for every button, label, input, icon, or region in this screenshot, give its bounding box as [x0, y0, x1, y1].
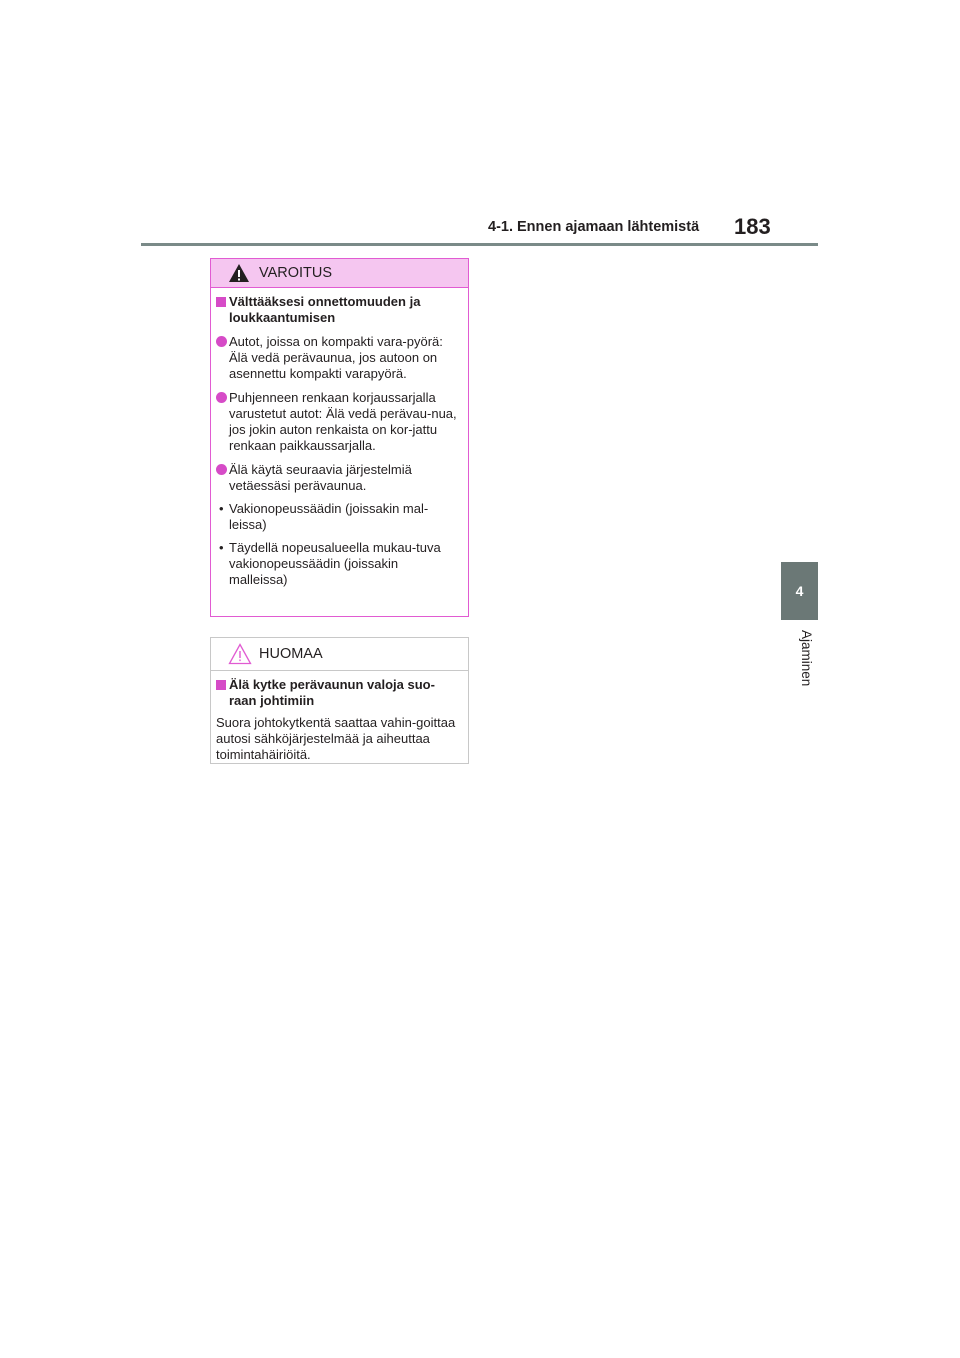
warning-subitem: • Täydellä nopeusalueella mukau-tuva vakionopeussäädin (joissakin malleissa) [219, 540, 441, 587]
chapter-label: Ajaminen [799, 630, 814, 687]
warning-heading: Välttääksesi onnettomuuden ja loukkaantumisen [216, 294, 460, 326]
notice-text: Suora johtokytkentä saattaa vahin-goittaa autosi sähköjärjestelmää ja aiheuttaa toimintahäiriöitä. [216, 715, 456, 762]
dot-bullet-icon: • [219, 540, 224, 555]
notice-heading: Älä kytke perävaunun valoja suo-raan johtimiin [216, 677, 460, 709]
circle-bullet-icon [216, 392, 227, 403]
section-title: 4-1. Ennen ajamaan lähtemistä [488, 219, 700, 235]
header-rule [141, 243, 818, 246]
warning-body [211, 288, 468, 588]
caution-triangle-icon [228, 643, 252, 665]
square-bullet-icon [216, 297, 226, 307]
warning-subitem: • Vakionopeussäädin (joissakin mal-leissa) [219, 501, 429, 532]
circle-bullet-icon [216, 464, 227, 475]
dot-bullet-icon: • [219, 501, 224, 516]
page-number: 183 [734, 214, 771, 239]
circle-bullet-icon [216, 336, 227, 347]
notice-box [210, 637, 469, 764]
warning-box [210, 258, 469, 617]
warning-triangle-icon [228, 263, 250, 283]
notice-header [211, 638, 468, 671]
warning-header [211, 259, 468, 288]
chapter-number: 4 [795, 583, 804, 599]
notice-title: HUOMAA [259, 646, 323, 662]
square-bullet-icon [216, 680, 226, 690]
warning-item: Autot, joissa on kompakti vara-pyörä: Älä vedä perävaunua, jos autoon on asennettu kompakti varapyörä. [216, 334, 460, 382]
warning-item: Älä käytä seuraavia järjestelmiä vetäessäsi perävaunua. [216, 462, 460, 494]
warning-title: VAROITUS [259, 265, 333, 281]
warning-item: Puhjenneen renkaan korjaussarjalla varustetut autot: Älä vedä perävau-nua, jos jokin auton renkaista on kor-jattu renkaan paikkaussarjalla. [216, 390, 460, 454]
notice-body [211, 671, 468, 763]
